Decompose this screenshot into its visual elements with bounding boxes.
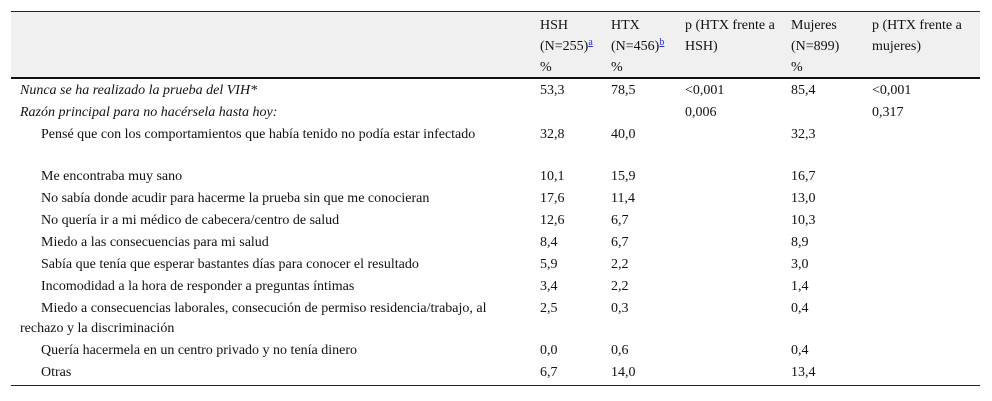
table-row: [11, 231, 980, 253]
cell-htx: 40,0: [611, 127, 636, 142]
table-row: [11, 79, 980, 101]
header-p-htx-hsh: p (HTX frente a HSH): [685, 18, 775, 54]
cell-hsh: 17,6: [540, 191, 565, 206]
row-label: Nunca se ha realizado la prueba del VIH*: [20, 83, 258, 98]
table-row: [11, 297, 980, 339]
cell-mujeres: 13,4: [791, 365, 816, 380]
footnote-a-link[interactable]: a: [588, 37, 593, 48]
cell-htx: 15,9: [611, 169, 636, 184]
table-row: [11, 101, 980, 123]
cell-htx: 14,0: [611, 365, 636, 380]
table-row: [11, 123, 980, 165]
table-row: [11, 165, 980, 187]
table-row: [11, 361, 980, 383]
header-mujeres: Mujeres (N=899) %: [791, 18, 840, 75]
cell-hsh: 32,8: [540, 127, 565, 142]
row-label: Miedo a las consecuencias para mi salud: [41, 235, 269, 250]
cell-mujeres: 1,4: [791, 279, 809, 294]
table-row: [11, 339, 980, 361]
cell-hsh: 6,7: [540, 365, 558, 380]
cell-p-htx-mujeres: 0,317: [872, 105, 904, 120]
header-hsh: HSH (N=255)$^a$ %: [540, 18, 593, 75]
table-row: [11, 253, 980, 275]
cell-mujeres: 0,4: [791, 301, 809, 316]
row-label: Otras: [41, 365, 72, 380]
cell-htx: 78,5: [611, 83, 636, 98]
cell-mujeres: 13,0: [791, 191, 816, 206]
table-row: [11, 187, 980, 209]
header-p-htx-mujeres: p (HTX frente a mujeres): [872, 18, 962, 54]
cell-mujeres: 3,0: [791, 257, 809, 272]
cell-mujeres: 0,4: [791, 343, 809, 358]
cell-htx: 6,7: [611, 213, 629, 228]
row-label: Miedo a consecuencias laborales, consecución de permiso residencia/trabajo, al rechazo y la discriminación: [20, 301, 487, 336]
cell-hsh: 5,9: [540, 257, 558, 272]
cell-hsh: 0,0: [540, 343, 558, 358]
cell-hsh: 53,3: [540, 83, 565, 98]
cell-hsh: 3,4: [540, 279, 558, 294]
cell-htx: 2,2: [611, 257, 629, 272]
cell-mujeres: 85,4: [791, 83, 816, 98]
cell-mujeres: 32,3: [791, 127, 816, 142]
row-label: No quería ir a mi médico de cabecera/centro de salud: [41, 213, 340, 228]
cell-p-htx-hsh: <0,001: [685, 83, 725, 98]
cell-hsh: 8,4: [540, 235, 558, 250]
table-body: [11, 79, 980, 386]
cell-htx: 0,6: [611, 343, 629, 358]
table-header: [11, 11, 980, 79]
table-row: [11, 209, 980, 231]
cell-hsh: 2,5: [540, 301, 558, 316]
row-label: Me encontraba muy sano: [41, 169, 183, 184]
table-row: [11, 275, 980, 297]
data-table: [11, 11, 980, 386]
row-label: Razón principal para no hacérsela hasta hoy:: [20, 105, 278, 120]
cell-htx: 2,2: [611, 279, 629, 294]
cell-htx: 6,7: [611, 235, 629, 250]
row-label: No sabía donde acudir para hacerme la prueba sin que me conocieran: [41, 191, 430, 206]
cell-mujeres: 16,7: [791, 169, 816, 184]
row-label: Quería hacermela en un centro privado y no tenía dinero: [41, 343, 358, 358]
cell-mujeres: 10,3: [791, 213, 816, 228]
header-htx: HTX (N=456)$^b$ %: [611, 18, 665, 75]
cell-htx: 0,3: [611, 301, 629, 316]
row-label: Sabía que tenía que esperar bastantes días para conocer el resultado: [41, 257, 419, 272]
footnote-b-link[interactable]: b: [659, 37, 665, 48]
row-label: Pensé que con los comportamientos que había tenido no podía estar infectado: [41, 127, 476, 142]
cell-htx: 11,4: [611, 191, 635, 206]
cell-mujeres: 8,9: [791, 235, 809, 250]
cell-hsh: 12,6: [540, 213, 565, 228]
row-label: Incomodidad a la hora de responder a preguntas íntimas: [41, 279, 355, 294]
cell-p-htx-hsh: 0,006: [685, 105, 717, 120]
cell-hsh: 10,1: [540, 169, 565, 184]
cell-p-htx-mujeres: <0,001: [872, 83, 912, 98]
